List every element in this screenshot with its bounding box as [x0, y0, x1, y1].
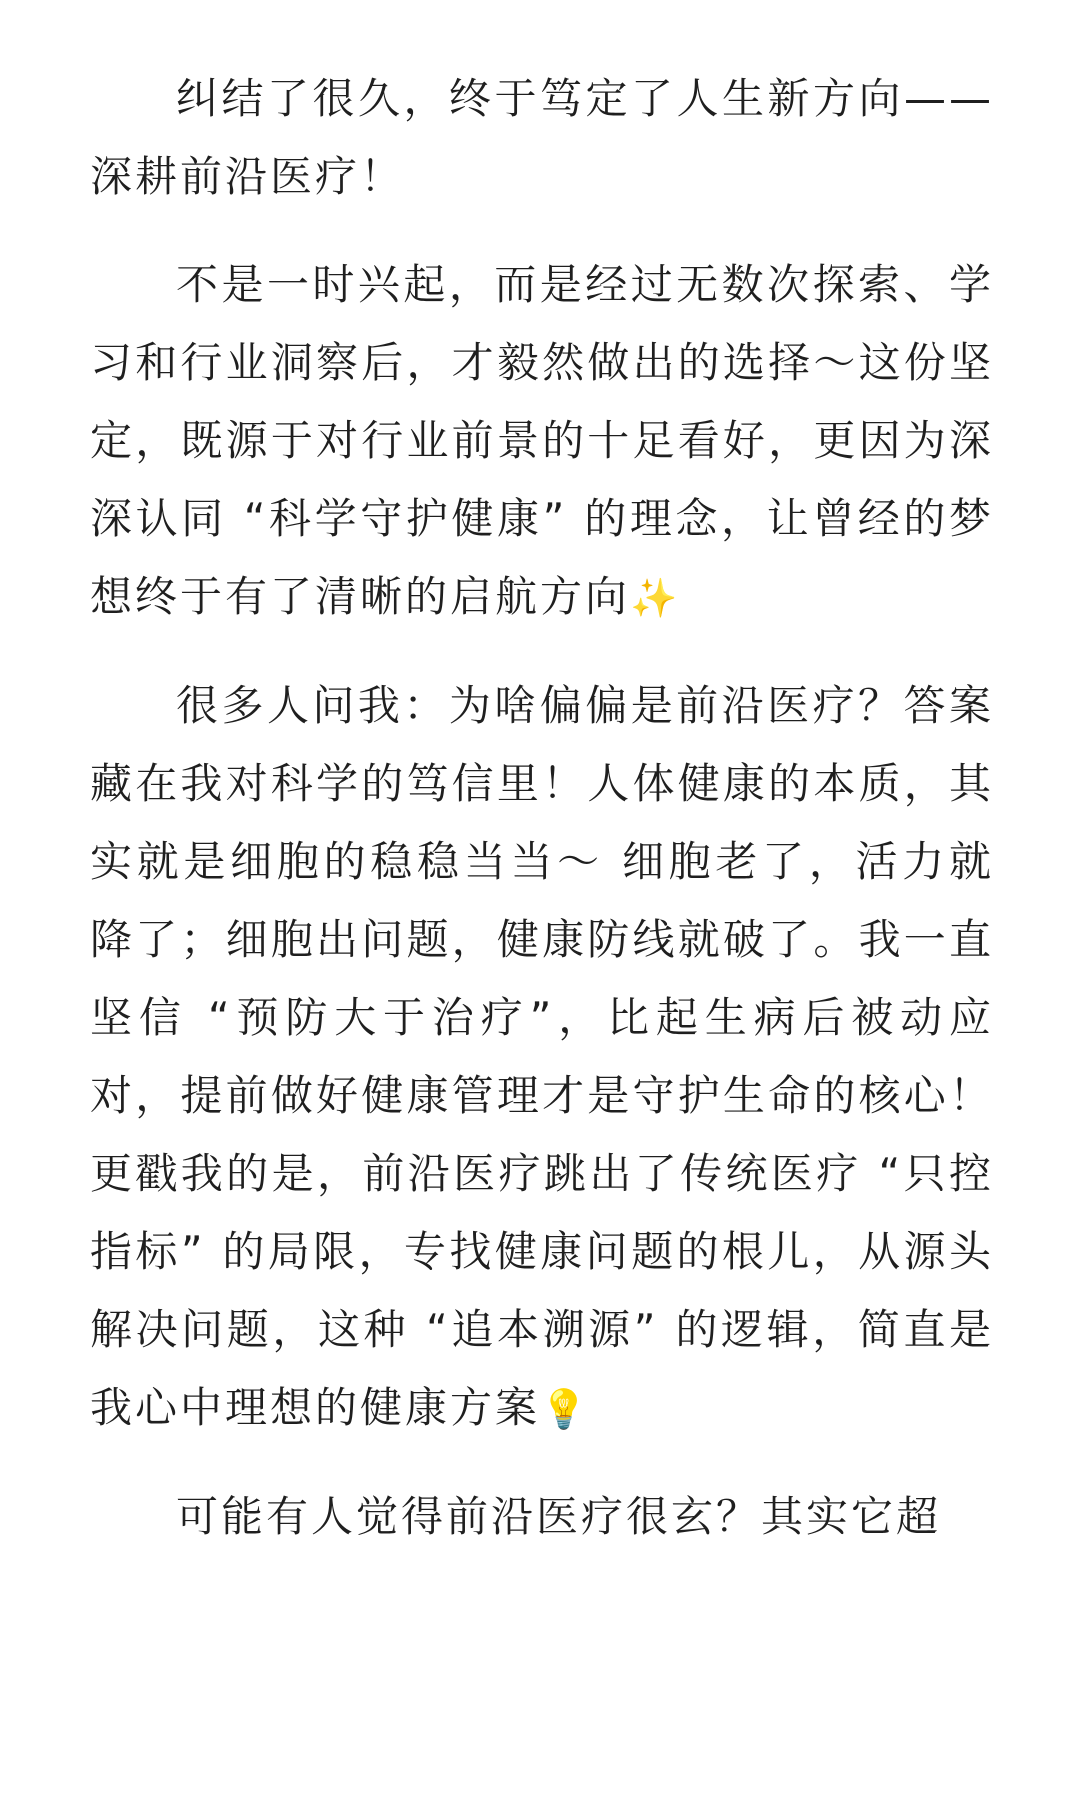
paragraph-intro-text: 纠结了很久，终于笃定了人生新方向—— 深耕前沿医疗！	[90, 74, 994, 201]
paragraph-reason-text: 很多人问我：为啥偏偏是前沿医疗？答案藏在我对科学的笃信里！人体健康的本质，其实就是细胞的稳稳当当～ 细胞老了，活力就降了；细胞出问题，健康防线就破了。我一直坚信 “预防大于治疗”，比起生病后被动应对，提前做好健康管理才是守护生命的核心！更戳我的是，前沿医疗跳出了传统医疗 “只控指标” 的局限，专找健康问题的根儿，从源头解决问题，这种 “追本溯源” 的逻辑，简直是我心中理想的健康方案	[90, 681, 994, 1432]
paragraph-intro	[90, 60, 994, 216]
paragraph-reason	[90, 667, 994, 1448]
light-bulb-icon: 💡	[540, 1387, 591, 1431]
paragraph-continued	[90, 1478, 994, 1556]
sparkles-icon: ✨	[630, 576, 681, 620]
paragraph-choice-text: 不是一时兴起，而是经过无数次探索、学习和行业洞察后，才毅然做出的选择～这份坚定，既源于对行业前景的十足看好，更因为深深认同 “科学守护健康” 的理念，让曾经的梦想终于有了清晰的启航方向	[90, 260, 994, 621]
paragraph-choice	[90, 246, 994, 637]
paragraph-continued-text: 可能有人觉得前沿医疗很玄？其实它超	[176, 1492, 942, 1541]
